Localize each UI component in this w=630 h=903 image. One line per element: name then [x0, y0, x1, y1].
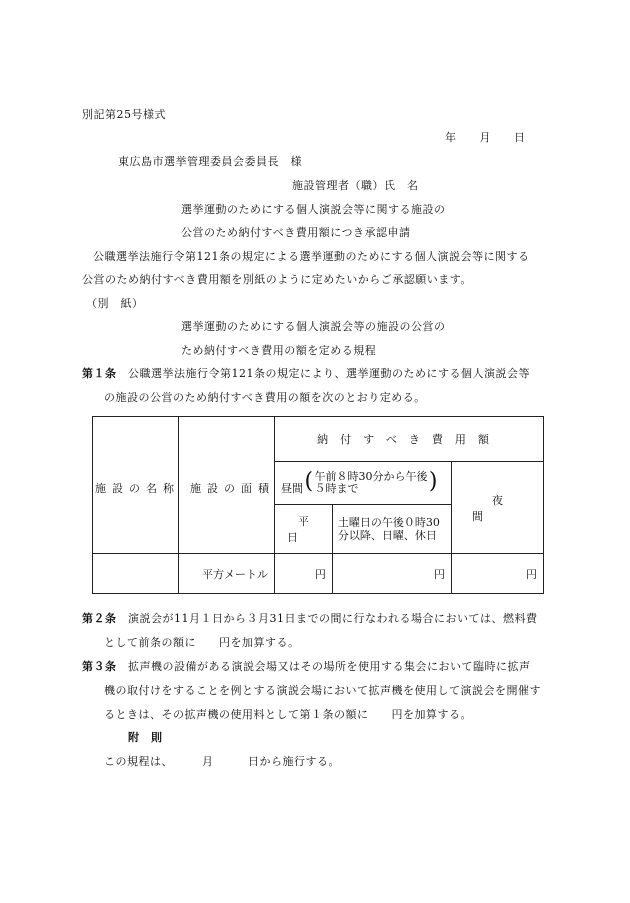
weekday-fee: [274, 554, 332, 594]
header-name: [92, 482, 183, 496]
area-unit: 平方メートル: [201, 567, 268, 581]
weekend-cell: [332, 505, 451, 554]
article-1-line-1: [82, 367, 530, 381]
article-3-line-2: 機の取付けをすることを例とする演説会場において拡声機を使用して演説会を開催す: [104, 684, 541, 697]
rule-title-line-2: ため納付すべき費用の額を定める規程: [181, 344, 377, 357]
daytime-label: 昼間: [280, 481, 303, 495]
weekday-label: 平日: [286, 515, 331, 544]
night-label: 夜間: [471, 493, 543, 523]
article-2-label: 第２条: [82, 612, 117, 625]
article-1-line-2: の施設の公営のため納付すべき費用の額を次のとおり定める。: [104, 391, 426, 404]
attachment-label: （別 紙）: [86, 297, 144, 310]
weekend-line-1: 土曜日の午後０時30: [337, 516, 440, 529]
weekday-cell: [274, 505, 332, 554]
fee-table: [92, 416, 544, 594]
header-area-text: 施設の面積: [190, 482, 275, 495]
daytime-hours-line-1: ( 午前８時30分から午後: [314, 469, 428, 483]
article-1-text: 公職選挙法施行令第121条の規定により、選挙運動のためにする個人演説会等: [128, 367, 530, 380]
header-fee-cell: [274, 417, 543, 462]
article-2-line-1: [82, 612, 538, 626]
night-fee: [451, 554, 543, 594]
article-3-label: 第３条: [82, 660, 117, 673]
daytime-cell: [274, 462, 451, 505]
header-fee: 納付すべき費用額: [317, 433, 501, 446]
facility-name-value: [93, 554, 179, 594]
header-area: [183, 482, 282, 496]
article-2-line-2: として前条の額に 円を加算する。: [104, 636, 300, 649]
daytime-hours-line-2: ５時まで: [314, 481, 359, 495]
night-cell: [451, 462, 543, 554]
date-line: 年 月 日: [445, 131, 526, 144]
supplementary-label: 附 則: [128, 731, 163, 744]
applicant: 施設管理者（職）氏 名: [292, 179, 419, 192]
area-value: [179, 554, 275, 594]
addressee: 東広島市選挙管理委員会委員長 様: [118, 155, 302, 168]
article-2-text: 演説会が11月１日から３月31日までの間に行なわれる場合においては、燃料費: [128, 612, 538, 625]
body-line-1: 公職選挙法施行令第121条の規定による選挙運動のためにする個人演説会等に関する: [93, 250, 530, 263]
supplementary-text: この規程は、 月 日から施行する。: [104, 755, 340, 768]
daytime-hours: [306, 471, 435, 495]
application-title-line-1: 選挙運動のためにする個人演説会等に関する施設の: [181, 203, 446, 216]
weekend-line-2: 分以降、日曜、休日: [337, 529, 437, 542]
weekend-yen: 円: [433, 567, 445, 581]
weekend-fee: [332, 554, 451, 594]
article-3-line-1: [82, 660, 531, 674]
form-label: 別記第25号様式: [82, 108, 166, 121]
weekday-yen: 円: [314, 567, 326, 581]
article-1-label: 第１条: [82, 367, 117, 380]
night-yen: 円: [526, 567, 537, 581]
application-title-line-2: 公営のため納付すべき費用額につき承認申請: [181, 226, 411, 239]
article-3-line-3: るときは、その拡声機の使用料として第１条の額に 円を加算する。: [104, 708, 472, 721]
header-name-text: 施設の名称: [95, 482, 180, 495]
article-3-text: 拡声機の設備がある演説会場又はその場所を使用する集会において臨時に拡声: [128, 660, 531, 673]
rule-title-line-1: 選挙運動のためにする個人演説会等の施設の公営の: [181, 320, 446, 333]
body-line-2: 公営のため納付すべき費用額を別紙のように定めたいからご承認願います。: [82, 273, 472, 286]
